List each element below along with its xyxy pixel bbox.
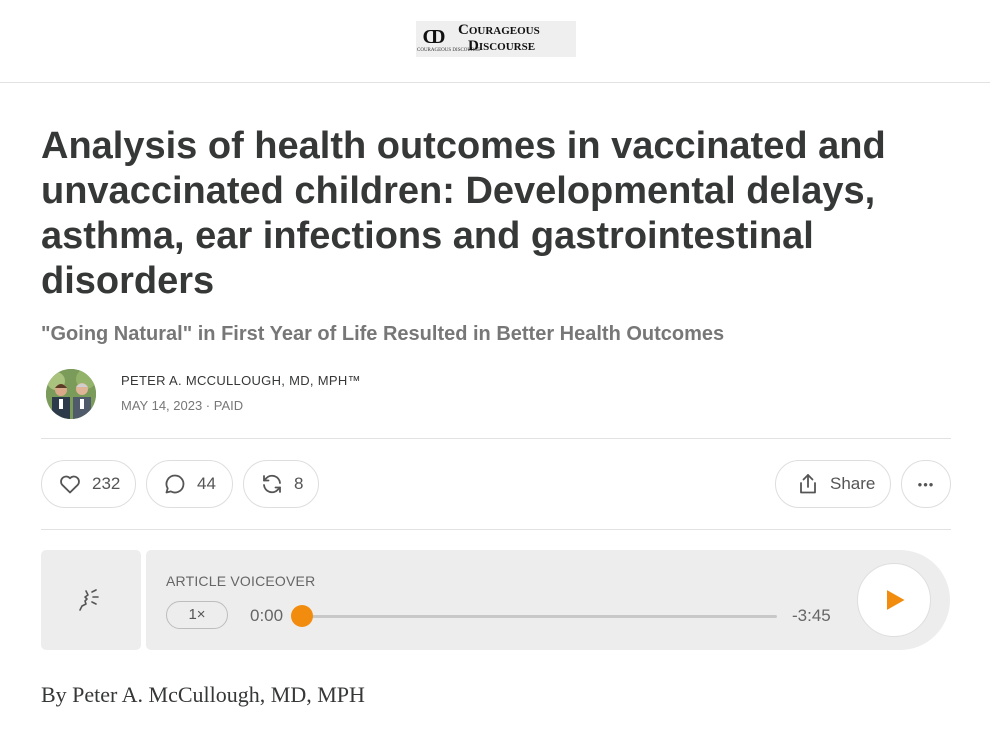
comment-count: 44: [197, 474, 216, 493]
divider-top: [41, 438, 951, 439]
progress-track[interactable]: [302, 615, 777, 618]
divider-bottom: [41, 529, 951, 530]
playback-speed-button[interactable]: 1×: [166, 601, 228, 629]
post-access: PAID: [213, 398, 244, 413]
logo-mark: [416, 23, 481, 53]
share-button[interactable]: [775, 460, 891, 508]
post-title: Analysis of health outcomes in vaccinated and unvaccinated children: Developmental delays, asthma, ear infections and gastrointestinal disorders: [41, 125, 886, 302]
author-avatar[interactable]: [46, 369, 96, 419]
post-date: MAY 14, 2023: [121, 398, 203, 413]
post-subtitle: "Going Natural" in First Year of Life Resulted in Better Health Outcomes: [41, 323, 725, 345]
comment-icon: [163, 472, 187, 496]
more-options-button[interactable]: [901, 460, 951, 508]
publication-logo[interactable]: [416, 21, 576, 57]
heart-icon: [58, 472, 82, 496]
elapsed-time: 0:00: [250, 606, 284, 625]
like-button[interactable]: [41, 460, 136, 508]
share-icon: [796, 472, 820, 496]
logo-wordmark: [458, 22, 576, 54]
post-byline: [41, 366, 951, 422]
logo-mark-subtext: COURAGEOUS DISCOURSE: [417, 48, 481, 53]
logo-wordmark-line2: Discourse: [468, 38, 536, 54]
post-meta: [121, 398, 243, 413]
author-avatar-image: [46, 369, 96, 419]
restack-button[interactable]: [243, 460, 319, 508]
logo-wordmark-line1: Courageous: [458, 22, 540, 38]
remaining-time: -3:45: [792, 606, 831, 625]
top-bar: [0, 0, 990, 83]
more-dots-icon: •••: [917, 476, 935, 492]
meta-separator: ·: [202, 398, 214, 413]
progress-handle[interactable]: [291, 605, 313, 627]
play-button[interactable]: [857, 563, 931, 637]
comment-button[interactable]: [146, 460, 233, 508]
body-byline: By Peter A. McCullough, MD, MPH: [41, 682, 365, 707]
like-count: 232: [92, 474, 121, 493]
share-label: Share: [830, 474, 876, 493]
restack-count: 8: [294, 474, 304, 493]
voiceover-speaking-icon: [76, 585, 106, 615]
play-icon: [880, 586, 908, 614]
voiceover-player: [146, 550, 950, 650]
voiceover-icon-panel: [41, 550, 141, 650]
logo-mark-letters: CD: [422, 26, 440, 48]
voiceover-label: ARTICLE VOICEOVER: [166, 573, 316, 589]
author-name[interactable]: PETER A. MCCULLOUGH, MD, MPH™: [121, 373, 361, 388]
restack-icon: [260, 472, 284, 496]
